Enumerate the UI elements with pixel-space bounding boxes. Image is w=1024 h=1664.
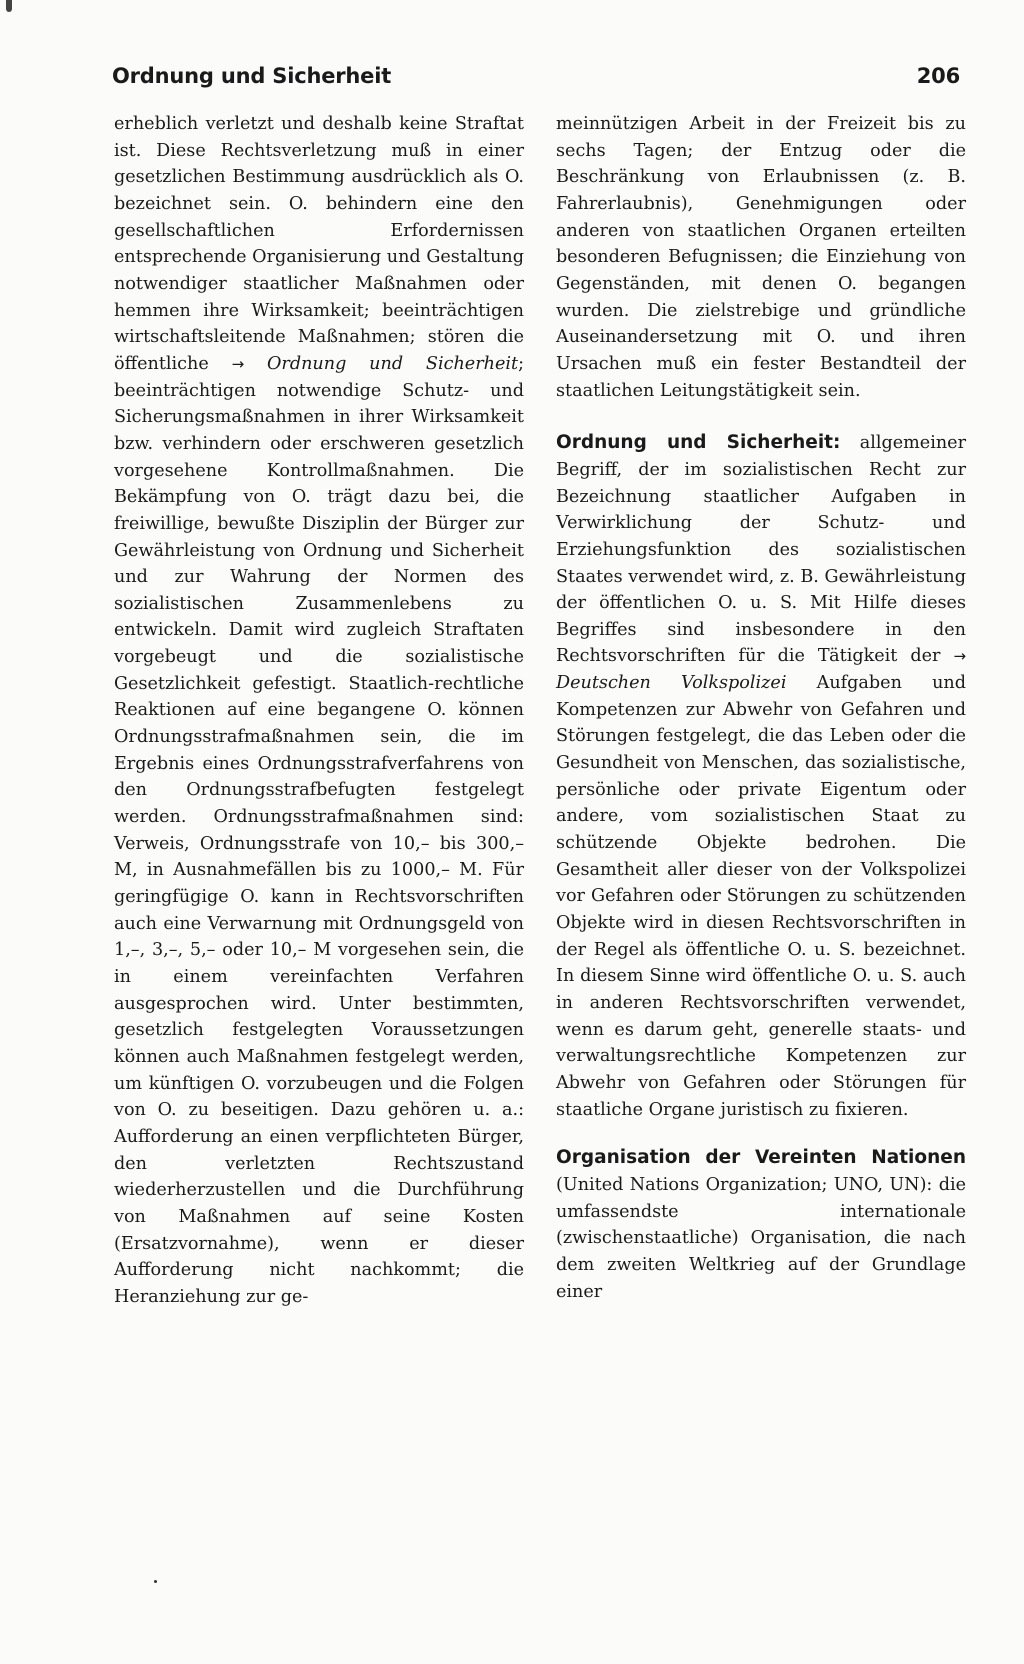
cross-reference-arrow-icon: → xyxy=(953,647,967,666)
entry-divider xyxy=(556,1123,966,1145)
page-title: Ordnung und Sicherheit xyxy=(112,64,392,88)
entry-text: (United Nations Organization; UNO, UN): die umfassendste internationale (zwischenstaatliche) Organisation, die nach dem zweiten Weltkrieg auf der Grundlage einer xyxy=(556,1174,966,1302)
page-number: 206 xyxy=(916,64,960,88)
entry-divider xyxy=(556,404,966,430)
entry-text: Aufgaben und Kompetenzen zur Abwehr von Gefahren und Störungen festgelegt, die das Leben oder die Gesundheit von Menschen, das sozialistische, persönliche oder private Eigentum oder andere, vom sozialistischen Staat zu schützende Objekte bedrohen. Die Gesamtheit aller dieser von der Volkspolizei vor Gefahren oder Störungen zu schützenden Objekte wird in diesen Rechtsvorschriften in der Regel als öffentliche O. u. S. bezeichnet. In diesem Sinne wird öffentliche O. u. S. auch in anderen Rechtsvorschriften verwendet, wenn es darum geht, generelle staats- und verwaltungsrechtliche Kompetenzen zur Abwehr von Gefahren oder Störungen für staatliche Organe juristisch zu fixieren. xyxy=(556,673,966,1120)
left-column xyxy=(114,111,524,1311)
entry-term: Ordnung und Sicherheit: xyxy=(556,432,841,454)
paragraph xyxy=(556,111,966,404)
running-head xyxy=(112,58,960,94)
entry-term: Organisation der Vereinten Nationen xyxy=(556,1147,966,1169)
dictionary-entry xyxy=(556,430,966,1123)
dictionary-entry xyxy=(556,1145,966,1305)
print-speck xyxy=(154,1580,157,1583)
paragraph xyxy=(114,111,524,1311)
paragraph-text: erheblich verletzt und deshalb keine Straftat ist. Diese Rechtsverletzung muß in einer gesetzlichen Bestimmung ausdrücklich als O. bezeichnet sein. O. behindern eine den gesellschaftlichen Erfordernissen entsprechende Organisierung und Gestaltung notwendiger staatlicher Maßnahmen oder hemmen ihre Wirksamkeit; beeinträchtigen wirtschaftsleitende Maßnahmen; stören die öffentliche xyxy=(114,114,524,374)
cross-reference-link[interactable]: Deutschen Volkspolizei xyxy=(556,673,787,694)
paragraph-text: ; beeinträchtigen notwendige Schutz- und Sicherungsmaßnahmen in ihrer Wirksamkeit bzw. verhindern oder erschweren gesetzlich vorgesehene Kontrollmaßnahmen. Die Bekämpfung von O. trägt dazu bei, die freiwillige, bewußte Disziplin der Bürger zur Gewährleistung von Ordnung und Sicherheit und zur Wahrung der Normen des sozialistischen Zusammenlebens zu entwickeln. Damit wird zugleich Straftaten vorgebeugt und die sozialistische Gesetzlichkeit gefestigt. Staatlich-rechtliche Reaktionen auf eine begangene O. können Ordnungsstrafmaßnahmen sein, die im Ergebnis eines Ordnungsstrafverfahrens von den Ordnungsstrafbefugten festgelegt werden. Ordnungsstrafmaßnahmen sind: Verweis, Ordnungsstrafe von 10,– bis 300,– M, in Ausnahmefällen bis zu 1000,– M. Für geringfügige O. kann in Rechtsvorschriften auch eine Verwarnung mit Ordnungsgeld von 1,–, 3,–, 5,– oder 10,– M vorgesehen sein, die in einem vereinfachten Verfahren ausgesprochen wird. Unter bestimmten, gesetzlich festgelegten Voraussetzungen können auch Maßnahmen festgelegt werden, um künftigen O. vorzubeugen und die Folgen von O. zu beseitigen. Dazu gehören u. a.: Aufforderung an einen verpflichteten Bürger, den verletzten Rechtszustand wiederherzustellen und die Durchführung von Maßnahmen auf seine Kosten (Ersatzvornahme), wenn er dieser Aufforderung nicht nachkommt; die Heranziehung zur ge- xyxy=(114,353,524,1307)
entry-text: allgemeiner Begriff, der im sozialistischen Recht zur Bezeichnung staatlicher Aufgaben in Verwirklichung der Schutz- und Erziehungsfunktion des sozialistischen Staates verwendet wird, z. B. Gewährleistung der öffentlichen O. u. S. Mit Hilfe dieses Begriffes sind insbesondere in den Rechtsvorschriften für die Tätigkeit der xyxy=(556,433,966,667)
corner-mark xyxy=(6,0,12,12)
cross-reference-link[interactable]: Ordnung und Sicherheit xyxy=(267,353,519,374)
cross-reference-arrow-icon: → xyxy=(231,354,245,373)
paragraph-text: meinnützigen Arbeit in der Freizeit bis zu sechs Tagen; der Entzug oder die Beschränkung von Erlaubnissen (z. B. Fahrerlaubnis), Genehmigungen oder anderen von staatlichen Organen erteilten besonderen Befugnissen; die Einziehung von Gegenständen, mit denen O. begangen wurden. Die zielstrebige und gründliche Auseinandersetzung mit O. und ihren Ursachen muß ein fester Bestandteil der staatlichen Leitungstätigkeit sein. xyxy=(556,114,966,401)
right-column xyxy=(556,111,966,1305)
